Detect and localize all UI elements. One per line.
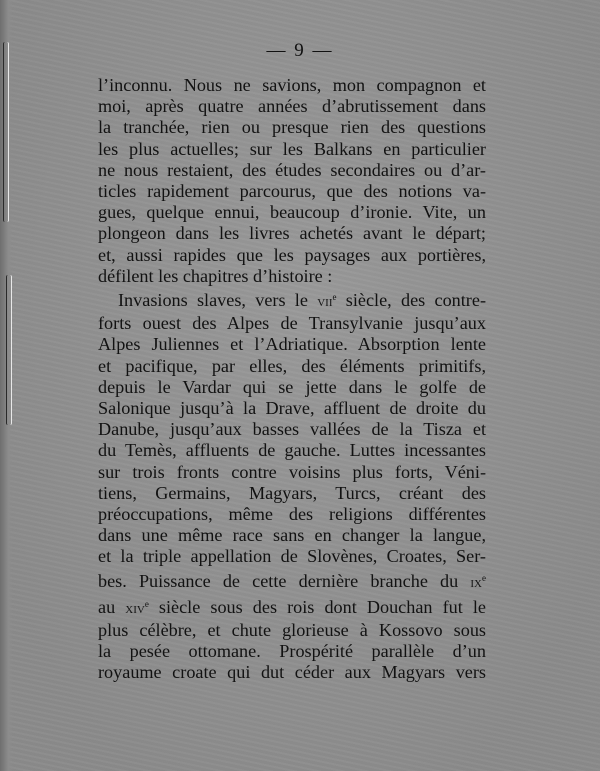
text-line: Salonique jusqu’à la Drave, affluent de droite du	[98, 398, 486, 419]
text-line: depuis le Vardar qui se jette dans le golfe de	[98, 376, 486, 397]
text-line: plus célèbre, et chute glorieuse à Kossovo sous	[98, 620, 486, 641]
text-line: et la triple appellation de Slovènes, Croates, Ser-	[98, 546, 486, 567]
binding-edge-mark	[6, 275, 12, 425]
text-line: royaume croate qui dut céder aux Magyars vers	[98, 662, 486, 683]
text-line: sur trois fronts contre voisins plus forts, Véni-	[98, 461, 486, 482]
text-line: la pesée ottomane. Prospérité parallèle d’un	[98, 641, 486, 662]
page-number: — 9 —	[266, 40, 334, 61]
body-text	[98, 75, 486, 684]
text-line: la tranchée, rien ou presque rien des questions	[98, 117, 486, 138]
text-line: tiens, Germains, Magyars, Turcs, créant des	[98, 482, 486, 503]
text-fragment: siècle sous des rois dont Douchan fut le	[148, 596, 486, 617]
text-line: du Temès, affluents de gauche. Luttes incessantes	[98, 440, 486, 461]
text-line: Danube, jusqu’aux basses vallées de la Tisza et	[98, 419, 486, 440]
text-line: les plus actuelles; sur les Balkans en particulier	[98, 138, 486, 159]
text-line	[98, 287, 486, 313]
text-line: Alpes Juliennes et l’Adriatique. Absorption lente	[98, 334, 486, 355]
roman-numeral-century: ix	[470, 574, 482, 591]
text-fragment: siècle, des contre-	[336, 290, 486, 311]
text-line: moi, après quatre années d’abrutissement dans	[98, 96, 486, 117]
text-line: et, aussi rapides que les paysages aux portières,	[98, 244, 486, 265]
paragraph-continuation	[98, 75, 486, 287]
text-line: dans une même race sans en changer la langue,	[98, 525, 486, 546]
text-line: forts ouest des Alpes de Transylvanie jusqu’aux	[98, 313, 486, 334]
ordinal-superscript: e	[144, 598, 149, 609]
text-fragment: bes. Puissance de cette dernière branche du	[98, 570, 471, 591]
text-line: préoccupations, même des religions différentes	[98, 504, 486, 525]
roman-numeral-century: vii	[317, 294, 333, 311]
text-line: ticles rapidement parcourus, que des notions va-	[98, 181, 486, 202]
paragraph-history	[98, 287, 486, 684]
text-fragment: au	[98, 596, 126, 617]
ordinal-superscript: e	[482, 572, 486, 583]
roman-numeral-century: xiv	[125, 600, 145, 617]
text-line: ne nous restaient, des études secondaires ou d’ar-	[98, 159, 486, 180]
text-line: défilent les chapitres d’histoire :	[98, 265, 333, 286]
binding-edge-mark	[3, 42, 9, 222]
text-line: et pacifique, par elles, des éléments primitifs,	[98, 355, 486, 376]
text-line: l’inconnu. Nous ne savions, mon compagnon et	[98, 75, 486, 95]
text-line	[98, 568, 486, 594]
text-fragment: Invasions slaves, vers le	[118, 290, 318, 311]
text-line	[98, 594, 486, 620]
text-line: gues, quelque ennui, beaucoup d’ironie. Vite, un	[98, 202, 486, 223]
text-line: plongeon dans les livres achetés avant le départ;	[98, 223, 486, 244]
ordinal-superscript: e	[332, 292, 337, 303]
